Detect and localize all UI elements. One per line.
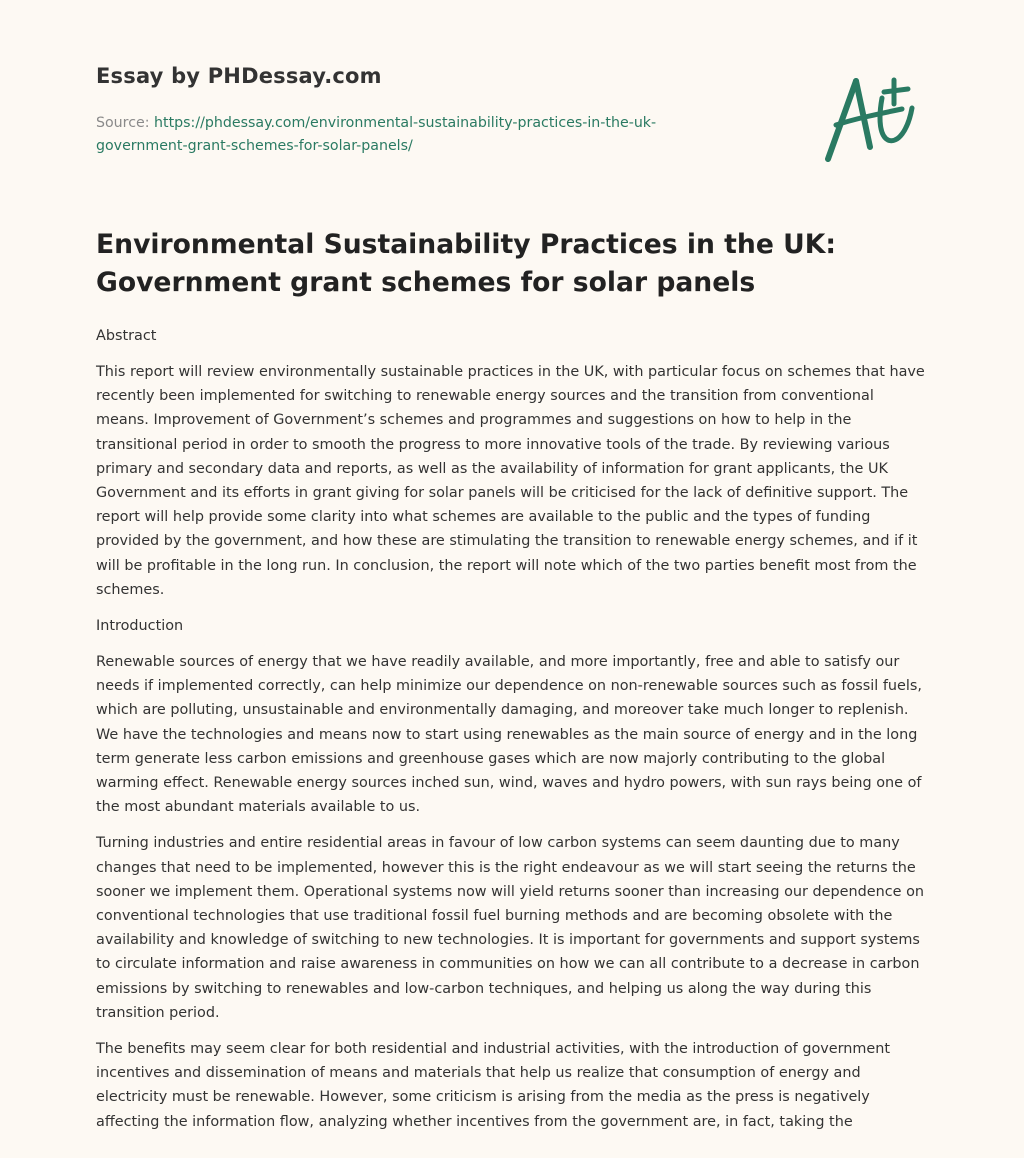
essay-title: Environmental Sustainability Practices in the UK: Government grant schemes for solar panels xyxy=(96,229,836,298)
source-link[interactable]: https://phdessay.com/environmental-sustainability-practices-in-the-uk-government-grant-schemes-for-solar-panels/ xyxy=(96,115,657,154)
essay-body xyxy=(96,324,928,1146)
paragraph: The benefits may seem clear for both residential and industrial activities, with the introduction of government incentives and dissemination of means and materials that help us realize that consumption of energy and electricity must be renewable. However, some criticism is arising from the media as the press is negatively affecting the information flow, analyzing whether incentives from the government are, in fact, taking the xyxy=(96,1041,891,1130)
source-label: Source: xyxy=(96,115,155,131)
a-plus-logo-icon xyxy=(822,68,926,164)
a-plus-logo xyxy=(822,68,926,164)
paragraph: This report will review environmentally sustainable practices in the UK, with particular focus on schemes that have recently been implemented for switching to renewable energy sources and the transition from conventional means. Improvement of Government’s schemes and programmes and suggestions on how to help in the transitional period in order to smooth the progress to more innovative tools of the trade. By reviewing various primary and secondary data and reports, as well as the availability of information for grant applicants, the UK Government and its efforts in grant giving for solar panels will be criticised for the lack of definitive support. The report will help provide some clarity into what schemes are available to the public and the types of funding provided by the government, and how these are stimulating the transition to renewable energy schemes, and if it will be profitable in the long run. In conclusion, the report will note which of the two parties benefit most from the schemes. xyxy=(96,364,925,598)
section-heading-introduction: Introduction xyxy=(96,618,184,635)
source-line xyxy=(96,112,736,158)
section-heading-abstract: Abstract xyxy=(96,328,157,344)
site-brand: Essay by PHDessay.com xyxy=(96,64,382,88)
paragraph: Renewable sources of energy that we have readily available, and more importantly, free and able to satisfy our needs if implemented correctly, can help minimize our dependence on non-renewable sources such as fossil fuels, which are polluting, unsustainable and environmentally damaging, and moreover take much longer to replenish. We have the technologies and means now to start using renewables as the main source of energy and in the long term generate less carbon emissions and greenhouse gases which are now majorly contributing to the global warming effect. Renewable energy sources inched sun, wind, waves and hydro powers, with sun rays being one of the most abundant materials available to us. xyxy=(96,654,922,816)
paragraph: Turning industries and entire residential areas in favour of low carbon systems can seem daunting due to many changes that need to be implemented, however this is the right endeavour as we will start seeing the returns the sooner we implement them. Operational systems now will yield returns sooner than increasing our dependence on conventional technologies that use traditional fossil fuel burning methods and are becoming obsolete with the availability and knowledge of switching to new technologies. It is important for governments and support systems to circulate information and raise awareness in communities on how we can all contribute to a decrease in carbon emissions by switching to renewables and low-carbon techniques, and helping us along the way during this transition period. xyxy=(96,835,924,1021)
